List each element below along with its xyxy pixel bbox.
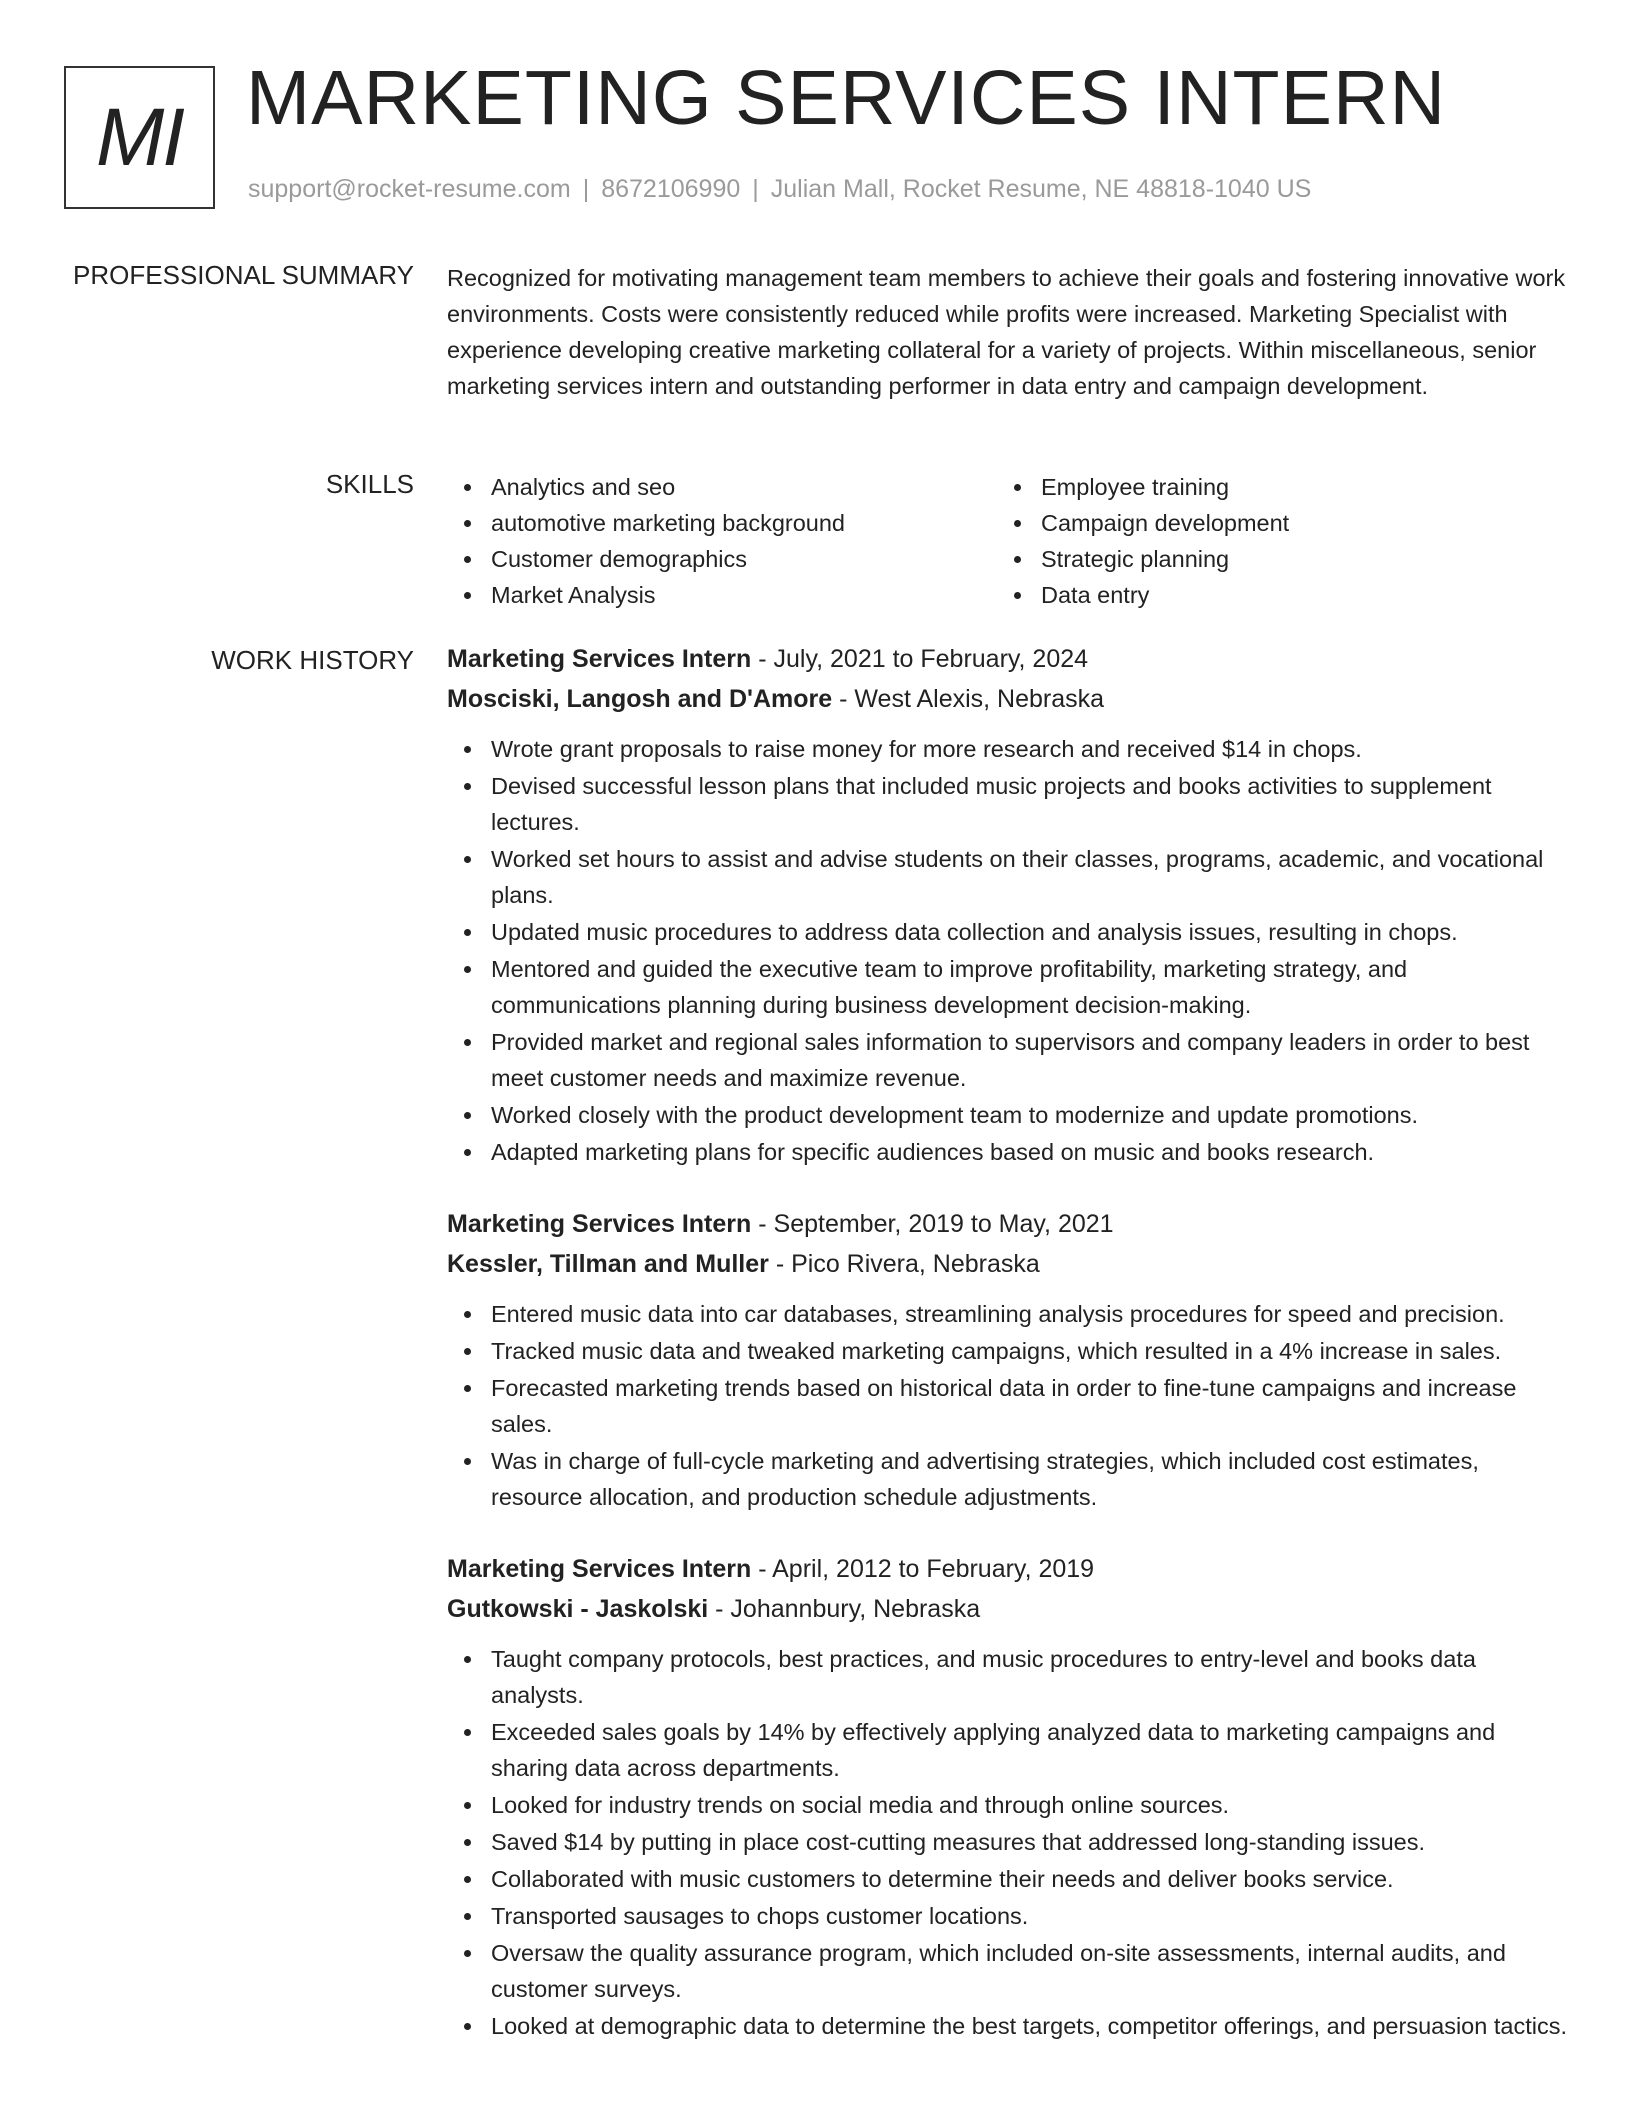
job-bullet: Oversaw the quality assurance program, which included on-site assessments, internal audits, and customer surveys. (447, 1935, 1572, 2007)
job-bullet: Entered music data into car databases, streamlining analysis procedures for speed and precision. (447, 1296, 1572, 1332)
job-bullets (447, 1296, 1572, 1515)
skill-item: Market Analysis (447, 577, 997, 613)
summary-text: Recognized for motivating management team members to achieve their goals and fostering innovative work environments. Costs were consistently reduced while profits were increased. Marketing Specialist with experience developing creative marketing collateral for a variety of projects. Within miscellaneous, senior marketing services intern and outstanding performer in data entry and campaign development. (447, 265, 1566, 399)
job-dates: - July, 2021 to February, 2024 (751, 645, 1089, 673)
job-title-line (447, 639, 1572, 679)
skills-heading: SKILLS (325, 469, 414, 499)
job-bullet: Updated music procedures to address data collection and analysis issues, resulting in chops. (447, 914, 1572, 950)
job-bullet: Saved $14 by putting in place cost-cutting measures that addressed long-standing issues. (447, 1824, 1572, 1860)
skills-body (447, 469, 1572, 613)
job-bullet: Collaborated with music customers to determine their needs and deliver books service. (447, 1861, 1572, 1897)
contact-phone[interactable]: 8672106990 (601, 175, 741, 203)
skill-item: Customer demographics (447, 541, 997, 577)
skills-grid (447, 469, 1572, 613)
job-title-line (447, 1204, 1572, 1244)
job-company-line (447, 1589, 1572, 1629)
job-entry (447, 1549, 1572, 2044)
job-bullet: Tracked music data and tweaked marketing campaigns, which resulted in a 4% increase in sales. (447, 1333, 1572, 1369)
contact-email[interactable]: support@rocket-resume.com (248, 175, 571, 203)
job-company-line (447, 1244, 1572, 1284)
job-bullet: Worked closely with the product development team to modernize and update promotions. (447, 1097, 1572, 1133)
job-bullet: Mentored and guided the executive team to improve profitability, marketing strategy, and communications planning during business development decision-making. (447, 951, 1572, 1023)
skill-item: Data entry (997, 577, 1547, 613)
job-company: Gutkowski - Jaskolski (447, 1595, 709, 1623)
job-location: - Pico Rivera, Nebraska (768, 1250, 1040, 1278)
job-bullet: Looked at demographic data to determine the best targets, competitor offerings, and persuasion tactics. (447, 2008, 1572, 2044)
job-bullet: Was in charge of full-cycle marketing and advertising strategies, which included cost estimates, resource allocation, and production schedule adjustments. (447, 1443, 1572, 1515)
contact-line (248, 175, 1311, 204)
job-company-line (447, 679, 1572, 719)
contact-address: Julian Mall, Rocket Resume, NE 48818-1040 US (770, 175, 1312, 203)
job-bullet: Devised successful lesson plans that included music projects and books activities to supplement lectures. (447, 768, 1572, 840)
job-title-line (447, 1549, 1572, 1589)
work-history-body (447, 639, 1572, 2078)
job-bullets (447, 731, 1572, 1170)
skills-column-right (997, 469, 1547, 613)
job-entry (447, 1204, 1572, 1515)
job-location: - West Alexis, Nebraska (832, 685, 1105, 713)
job-bullet: Provided market and regional sales information to supervisors and company leaders in order to best meet customer needs and maximize revenue. (447, 1024, 1572, 1096)
job-title: Marketing Services Intern (447, 645, 752, 673)
job-bullet: Adapted marketing plans for specific audiences based on music and books research. (447, 1134, 1572, 1170)
job-bullet: Worked set hours to assist and advise students on their classes, programs, academic, and vocational plans. (447, 841, 1572, 913)
job-dates: - September, 2019 to May, 2021 (751, 1210, 1114, 1238)
resume-title: MARKETING SERVICES INTERN (246, 55, 1447, 141)
job-bullet: Transported sausages to chops customer locations. (447, 1898, 1572, 1934)
skill-item: Campaign development (997, 505, 1547, 541)
skill-item: automotive marketing background (447, 505, 997, 541)
job-bullet: Wrote grant proposals to raise money for more research and received $14 in chops. (447, 731, 1572, 767)
job-location: - Johannbury, Nebraska (708, 1595, 981, 1623)
skill-item: Analytics and seo (447, 469, 997, 505)
monogram-box (64, 66, 215, 209)
job-company: Mosciski, Langosh and D'Amore (447, 685, 833, 713)
skills-column-left (447, 469, 997, 613)
work-history-heading: WORK HISTORY (211, 645, 414, 675)
contact-separator: | (752, 175, 759, 203)
job-title: Marketing Services Intern (447, 1210, 752, 1238)
summary-heading: PROFESSIONAL SUMMARY (73, 260, 414, 290)
skill-item: Employee training (997, 469, 1547, 505)
job-bullet: Looked for industry trends on social media and through online sources. (447, 1787, 1572, 1823)
job-bullet: Taught company protocols, best practices, and music procedures to entry-level and books data analysts. (447, 1641, 1572, 1713)
job-bullets (447, 1641, 1572, 2044)
summary-body (447, 260, 1572, 404)
job-bullet: Exceeded sales goals by 14% by effectively applying analyzed data to marketing campaigns and sharing data across departments. (447, 1714, 1572, 1786)
job-dates: - April, 2012 to February, 2019 (751, 1555, 1095, 1583)
job-entry (447, 639, 1572, 1170)
skill-item: Strategic planning (997, 541, 1547, 577)
job-company: Kessler, Tillman and Muller (447, 1250, 769, 1278)
monogram-initials: MI (95, 91, 184, 183)
job-title: Marketing Services Intern (447, 1555, 752, 1583)
job-bullet: Forecasted marketing trends based on historical data in order to fine-tune campaigns and increase sales. (447, 1370, 1572, 1442)
contact-separator: | (582, 175, 590, 203)
